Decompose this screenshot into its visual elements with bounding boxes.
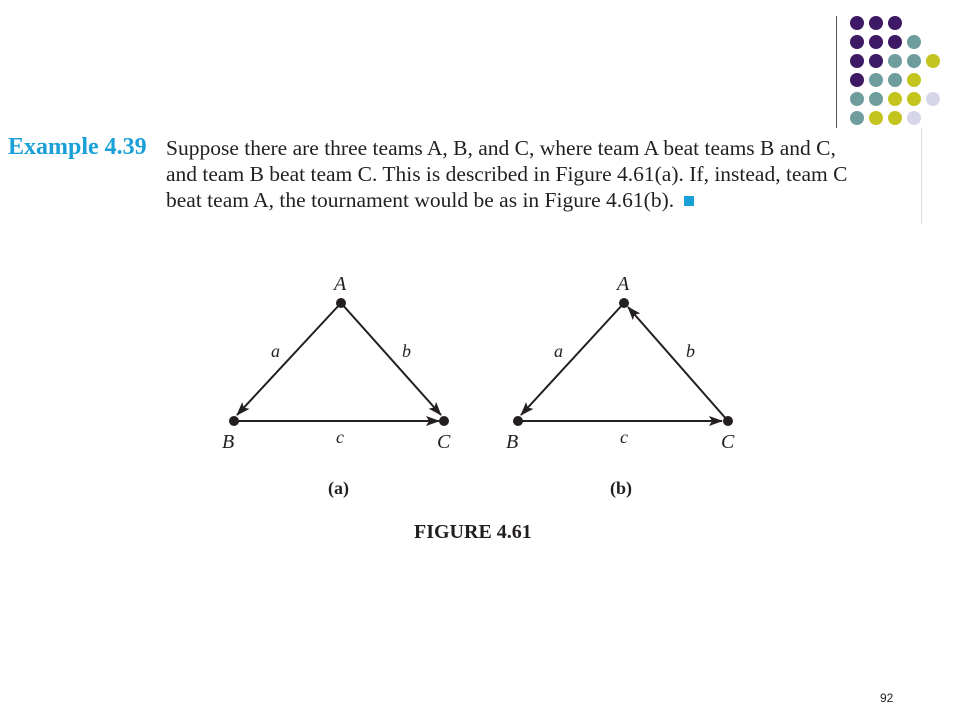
edge-label-a-b: b (402, 341, 411, 361)
example-text-line-1: Suppose there are three teams A, B, and C, where team A beat teams B and C, (166, 136, 836, 160)
edge-label-a-a: a (271, 341, 280, 361)
sub-caption-b: (b) (610, 478, 632, 498)
edge-b-a (521, 303, 624, 415)
edge-label-b-b: b (686, 341, 695, 361)
sub-caption-a: (a) (328, 478, 349, 498)
node-b-C (723, 416, 733, 426)
edge-label-b-a: a (554, 341, 563, 361)
node-b-A (619, 298, 629, 308)
graph-b (506, 273, 735, 499)
node-b-B (513, 416, 523, 426)
edge-b-b (628, 307, 728, 421)
node-label-a-B: B (222, 431, 235, 453)
node-label-b-C: C (721, 431, 735, 453)
edge-label-a-c: c (336, 427, 344, 447)
node-a-C (439, 416, 449, 426)
page-number: 92 (880, 691, 894, 705)
edge-label-b-c: c (620, 427, 628, 447)
example-text-line-2: and team B beat team C. This is described in Figure 4.61(a). If, instead, team C (166, 162, 848, 186)
node-a-B (229, 416, 239, 426)
example-text-line-3-content: beat team A, the tournament would be as in Figure 4.61(b). (166, 188, 675, 212)
figure-caption: FIGURE 4.61 (414, 521, 532, 543)
edge-a-b (341, 303, 441, 415)
node-label-b-A: A (617, 273, 630, 295)
node-a-A (336, 298, 346, 308)
example-label: Example 4.39 (8, 134, 147, 160)
node-label-b-B: B (506, 431, 519, 453)
graph-a (222, 273, 451, 499)
node-label-a-A: A (334, 273, 347, 295)
edge-a-a (237, 303, 341, 415)
node-label-a-C: C (437, 431, 451, 453)
